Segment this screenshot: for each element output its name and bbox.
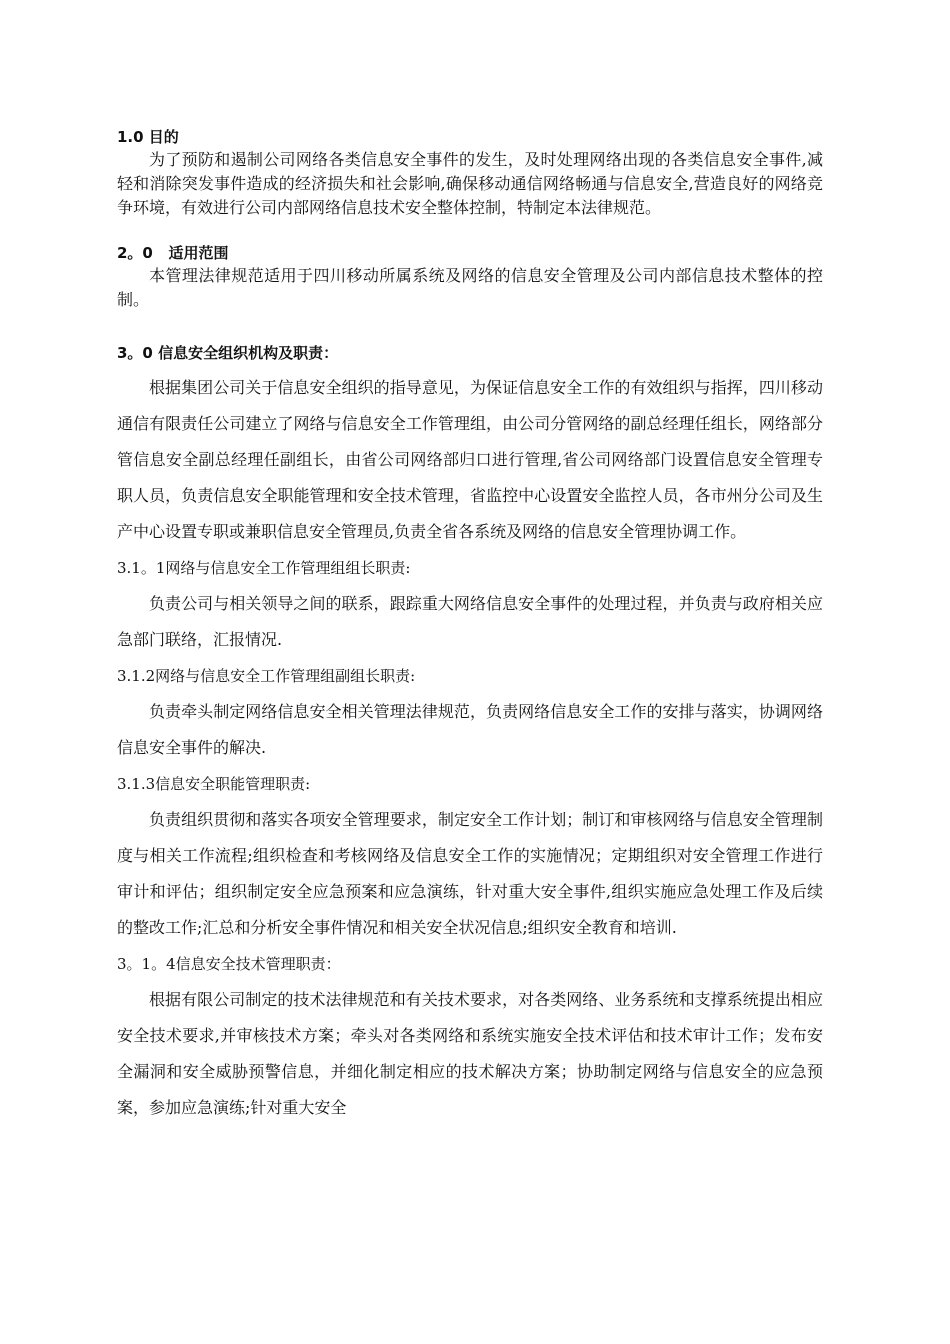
- subsection-heading-deputy-leader: 3.1.2网络与信息安全工作管理组副组长职责:: [117, 667, 416, 685]
- section-purpose: [117, 126, 823, 220]
- subsection-paragraph-deputy-leader: 负责牵头制定网络信息安全相关管理法律规范，负责网络信息安全工作的安排与落实，协调网络信息安全事件的解决.: [117, 702, 823, 757]
- subsection-paragraph-leader: 负责公司与相关领导之间的联系，跟踪重大网络信息安全事件的处理过程，并负责与政府相关应急部门联络，汇报情况.: [117, 594, 823, 649]
- section-heading-scope: 2。0 适用范围: [117, 244, 229, 262]
- subsection-heading-technical-management: 3。1。4信息安全技术管理职责：: [117, 955, 341, 973]
- section-paragraph-organization: 根据集团公司关于信息安全组织的指导意见，为保证信息安全工作的有效组织与指挥，四川移动通信有限责任公司建立了网络与信息安全工作管理组，由公司分管网络的副总经理任组长，网络部分管信息安全副总经理任副组长，由省公司网络部归口进行管理,省公司网络部门设置信息安全管理专职人员，负责信息安全职能管理和安全技术管理，省监控中心设置安全监控人员，各市州分公司及生产中心设置专职或兼职信息安全管理员,负责全省各系统及网络的信息安全管理协调工作。: [117, 378, 823, 541]
- subsection-heading-leader: 3.1。1网络与信息安全工作管理组组长职责:: [117, 559, 411, 577]
- section-organization: [117, 342, 823, 1126]
- subsection-paragraph-technical-management: 根据有限公司制定的技术法律规范和有关技术要求，对各类网络、业务系统和支撑系统提出相应安全技术要求,并审核技术方案；牵头对各类网络和系统实施安全技术评估和技术审计工作；发布安全漏洞和安全威胁预警信息，并细化制定相应的技术解决方案；协助制定网络与信息安全的应急预案，参加应急演练;针对重大安全: [117, 990, 823, 1117]
- section-paragraph-purpose: 为了预防和遏制公司网络各类信息安全事件的发生，及时处理网络出现的各类信息安全事件,减轻和消除突发事件造成的经济损失和社会影响,确保移动通信网络畅通与信息安全,营造良好的网络竞争环境，有效进行公司内部网络信息技术安全整体控制，特制定本法律规范。: [117, 150, 823, 217]
- section-heading-purpose: 1.0 目的: [117, 128, 179, 146]
- subsection-heading-functional-management: 3.1.3信息安全职能管理职责:: [117, 775, 311, 793]
- section-heading-organization: 3。0 信息安全组织机构及职责：: [117, 344, 339, 362]
- section-scope: [117, 242, 823, 312]
- section-paragraph-scope: 本管理法律规范适用于四川移动所属系统及网络的信息安全管理及公司内部信息技术整体的控制。: [117, 266, 823, 309]
- subsection-paragraph-functional-management: 负责组织贯彻和落实各项安全管理要求，制定安全工作计划；制订和审核网络与信息安全管理制度与相关工作流程;组织检查和考核网络及信息安全工作的实施情况；定期组织对安全管理工作进行审计和评估；组织制定安全应急预案和应急演练，针对重大安全事件,组织实施应急处理工作及后续的整改工作;汇总和分析安全事件情况和相关安全状况信息;组织安全教育和培训.: [117, 810, 823, 937]
- document-page: [117, 126, 823, 1126]
